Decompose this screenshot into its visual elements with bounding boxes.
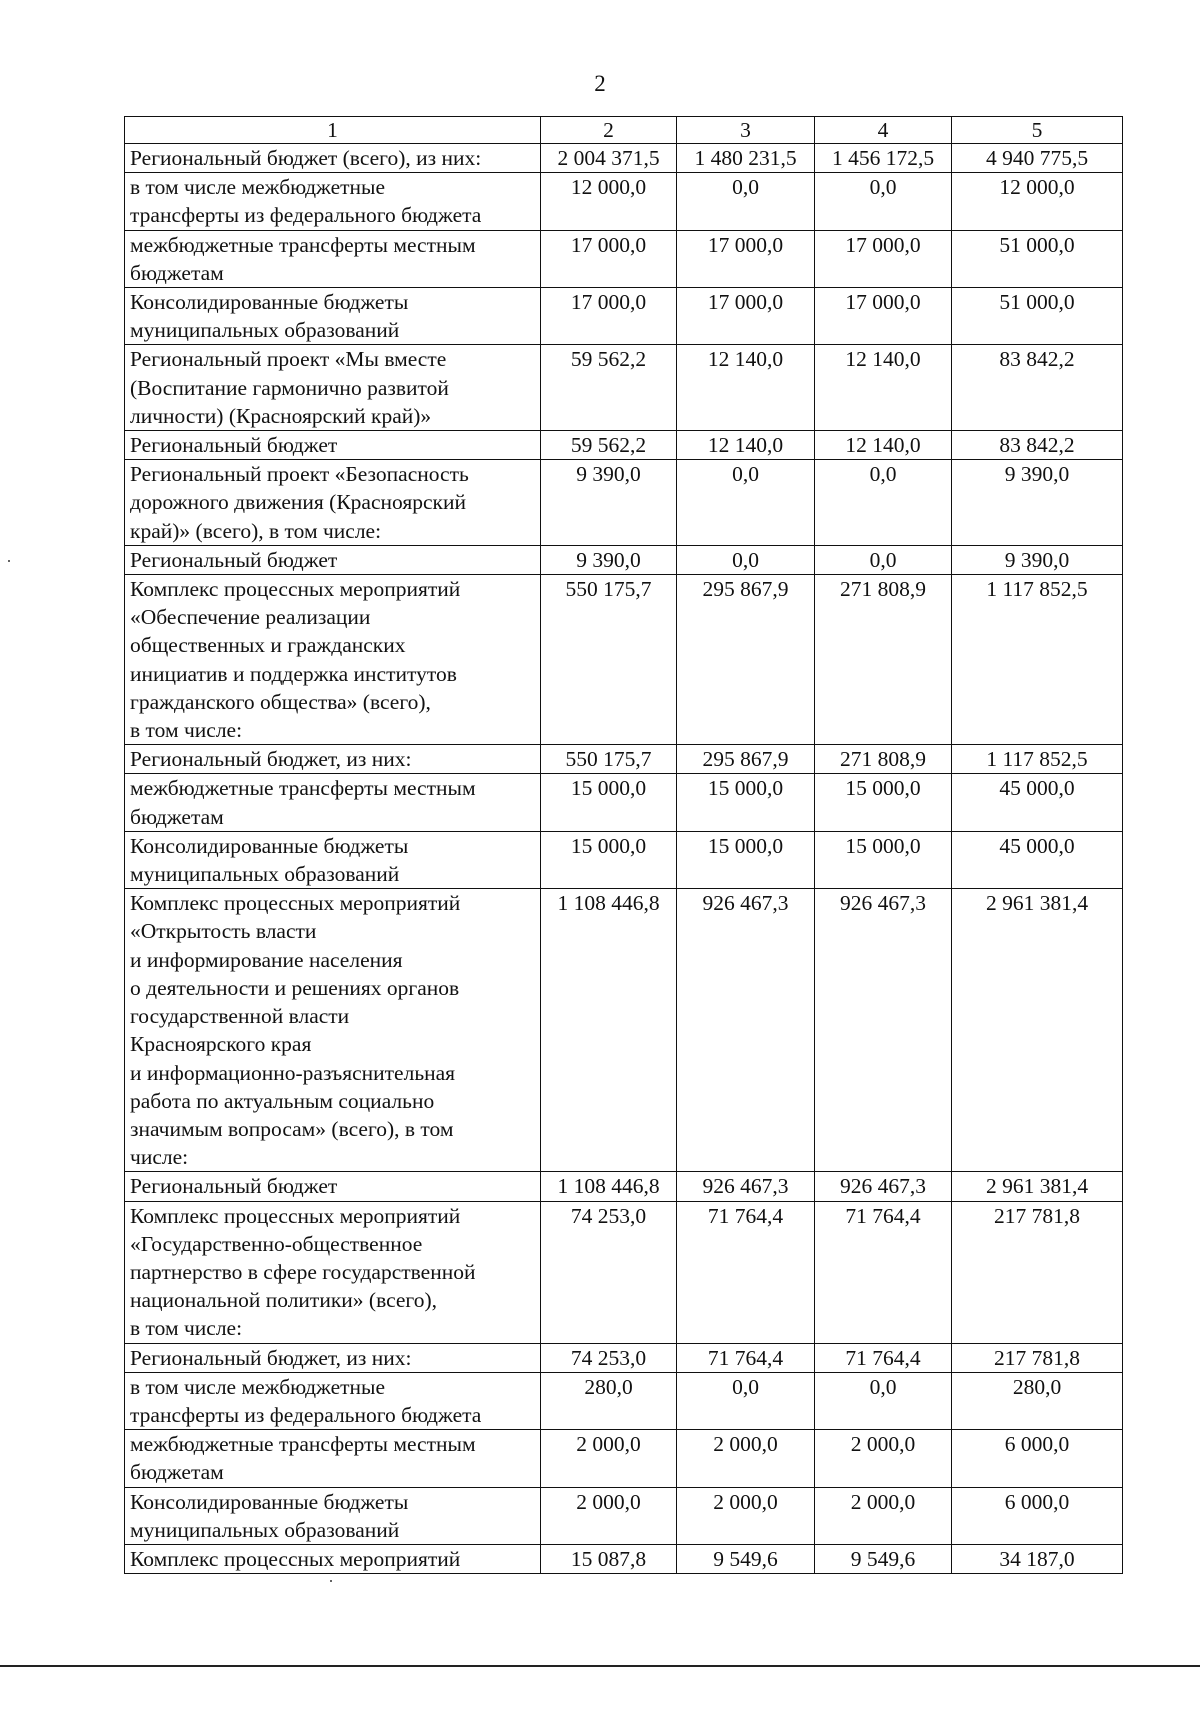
table-row (125, 1544, 1123, 1573)
value-cell-col4: 926 467,3 (815, 889, 952, 1172)
value-cell-col5: 45 000,0 (952, 774, 1123, 831)
value-cell-col3: 12 140,0 (677, 345, 815, 431)
row-label: Комплекс процессных мероприятий «Открытость власти и информирование населения о деятельности и решениях органов государственной власти Красноярского края и информационно-разъяснительная работа по актуальным социально значимым вопросам» (всего), в том числе: (125, 889, 541, 1172)
value-cell-col4: 71 764,4 (815, 1201, 952, 1343)
value-cell-col2: 15 000,0 (541, 831, 677, 888)
value-cell-col3: 1 480 231,5 (677, 144, 815, 173)
header-cell: 3 (677, 117, 815, 144)
value-cell-col3: 12 140,0 (677, 431, 815, 460)
table-row (125, 1172, 1123, 1201)
value-cell-col5: 34 187,0 (952, 1544, 1123, 1573)
table-row (125, 1487, 1123, 1544)
table-row (125, 173, 1123, 230)
value-cell-col3: 15 000,0 (677, 774, 815, 831)
value-cell-col5: 83 842,2 (952, 431, 1123, 460)
row-label: Комплекс процессных мероприятий «Обеспечение реализации общественных и гражданских инициатив и поддержка институтов гражданского общества» (всего), в том числе: (125, 575, 541, 745)
value-cell-col3: 71 764,4 (677, 1201, 815, 1343)
row-label: Региональный бюджет, из них: (125, 1343, 541, 1372)
table-row (125, 144, 1123, 173)
value-cell-col5: 1 117 852,5 (952, 575, 1123, 745)
value-cell-col4: 271 808,9 (815, 745, 952, 774)
row-label: Региональный бюджет (125, 1172, 541, 1201)
value-cell-col3: 926 467,3 (677, 1172, 815, 1201)
value-cell-col4: 0,0 (815, 460, 952, 546)
value-cell-col3: 295 867,9 (677, 575, 815, 745)
table-row (125, 745, 1123, 774)
value-cell-col5: 6 000,0 (952, 1487, 1123, 1544)
value-cell-col3: 17 000,0 (677, 230, 815, 287)
value-cell-col5: 6 000,0 (952, 1430, 1123, 1487)
value-cell-col5: 83 842,2 (952, 345, 1123, 431)
row-label: в том числе межбюджетные трансферты из федерального бюджета (125, 1372, 541, 1429)
value-cell-col5: 51 000,0 (952, 230, 1123, 287)
value-cell-col4: 12 140,0 (815, 345, 952, 431)
header-cell: 5 (952, 117, 1123, 144)
value-cell-col2: 280,0 (541, 1372, 677, 1429)
scan-speck (8, 560, 10, 562)
row-label: Консолидированные бюджеты муниципальных образований (125, 831, 541, 888)
value-cell-col4: 0,0 (815, 545, 952, 574)
value-cell-col2: 9 390,0 (541, 460, 677, 546)
value-cell-col5: 2 961 381,4 (952, 1172, 1123, 1201)
value-cell-col5: 217 781,8 (952, 1201, 1123, 1343)
value-cell-col4: 0,0 (815, 1372, 952, 1429)
value-cell-col5: 1 117 852,5 (952, 745, 1123, 774)
value-cell-col5: 9 390,0 (952, 460, 1123, 546)
row-label: Региональный бюджет (125, 545, 541, 574)
value-cell-col3: 0,0 (677, 1372, 815, 1429)
value-cell-col2: 550 175,7 (541, 745, 677, 774)
table-row (125, 831, 1123, 888)
value-cell-col3: 2 000,0 (677, 1430, 815, 1487)
value-cell-col2: 74 253,0 (541, 1201, 677, 1343)
value-cell-col4: 926 467,3 (815, 1172, 952, 1201)
value-cell-col5: 217 781,8 (952, 1343, 1123, 1372)
value-cell-col4: 17 000,0 (815, 230, 952, 287)
value-cell-col2: 59 562,2 (541, 431, 677, 460)
table-row (125, 288, 1123, 345)
value-cell-col4: 2 000,0 (815, 1487, 952, 1544)
table-row (125, 575, 1123, 745)
value-cell-col4: 2 000,0 (815, 1430, 952, 1487)
value-cell-col2: 15 087,8 (541, 1544, 677, 1573)
row-label: Комплекс процессных мероприятий (125, 1544, 541, 1573)
table-row (125, 1343, 1123, 1372)
value-cell-col4: 15 000,0 (815, 831, 952, 888)
table-row (125, 1372, 1123, 1429)
value-cell-col3: 295 867,9 (677, 745, 815, 774)
value-cell-col3: 0,0 (677, 545, 815, 574)
row-label: Региональный проект «Мы вместе (Воспитание гармонично развитой личности) (Красноярский край)» (125, 345, 541, 431)
value-cell-col5: 9 390,0 (952, 545, 1123, 574)
budget-table-body (125, 117, 1123, 1574)
value-cell-col3: 15 000,0 (677, 831, 815, 888)
value-cell-col3: 926 467,3 (677, 889, 815, 1172)
table-row (125, 545, 1123, 574)
value-cell-col2: 17 000,0 (541, 288, 677, 345)
row-label: Региональный бюджет, из них: (125, 745, 541, 774)
table-row (125, 345, 1123, 431)
row-label: Консолидированные бюджеты муниципальных образований (125, 1487, 541, 1544)
row-label: Региональный бюджет (всего), из них: (125, 144, 541, 173)
header-cell: 4 (815, 117, 952, 144)
row-label: межбюджетные трансферты местным бюджетам (125, 774, 541, 831)
value-cell-col4: 15 000,0 (815, 774, 952, 831)
value-cell-col2: 74 253,0 (541, 1343, 677, 1372)
table-header-row (125, 117, 1123, 144)
value-cell-col2: 15 000,0 (541, 774, 677, 831)
scan-bottom-edge (0, 1665, 1200, 1667)
value-cell-col2: 550 175,7 (541, 575, 677, 745)
table-row (125, 431, 1123, 460)
table-row (125, 774, 1123, 831)
value-cell-col4: 9 549,6 (815, 1544, 952, 1573)
value-cell-col3: 9 549,6 (677, 1544, 815, 1573)
value-cell-col3: 2 000,0 (677, 1487, 815, 1544)
table-row (125, 460, 1123, 546)
value-cell-col5: 280,0 (952, 1372, 1123, 1429)
header-cell: 1 (125, 117, 541, 144)
row-label: Региональный бюджет (125, 431, 541, 460)
value-cell-col4: 71 764,4 (815, 1343, 952, 1372)
value-cell-col2: 9 390,0 (541, 545, 677, 574)
value-cell-col3: 0,0 (677, 460, 815, 546)
value-cell-col2: 12 000,0 (541, 173, 677, 230)
value-cell-col2: 2 000,0 (541, 1487, 677, 1544)
value-cell-col3: 0,0 (677, 173, 815, 230)
table-row (125, 230, 1123, 287)
value-cell-col4: 271 808,9 (815, 575, 952, 745)
table-row (125, 1201, 1123, 1343)
value-cell-col5: 51 000,0 (952, 288, 1123, 345)
value-cell-col2: 1 108 446,8 (541, 1172, 677, 1201)
value-cell-col3: 17 000,0 (677, 288, 815, 345)
value-cell-col2: 17 000,0 (541, 230, 677, 287)
value-cell-col5: 4 940 775,5 (952, 144, 1123, 173)
row-label: в том числе межбюджетные трансферты из федерального бюджета (125, 173, 541, 230)
value-cell-col2: 1 108 446,8 (541, 889, 677, 1172)
value-cell-col4: 17 000,0 (815, 288, 952, 345)
row-label: Консолидированные бюджеты муниципальных образований (125, 288, 541, 345)
page-number: 2 (594, 71, 606, 96)
value-cell-col5: 45 000,0 (952, 831, 1123, 888)
row-label: Комплекс процессных мероприятий «Государственно-общественное партнерство в сфере государственной национальной политики» (всего), в том числе: (125, 1201, 541, 1343)
value-cell-col5: 2 961 381,4 (952, 889, 1123, 1172)
value-cell-col3: 71 764,4 (677, 1343, 815, 1372)
value-cell-col4: 12 140,0 (815, 431, 952, 460)
row-label: Региональный проект «Безопасность дорожного движения (Красноярский край)» (всего), в том числе: (125, 460, 541, 546)
value-cell-col5: 12 000,0 (952, 173, 1123, 230)
budget-table (124, 116, 1123, 1574)
value-cell-col2: 2 004 371,5 (541, 144, 677, 173)
header-cell: 2 (541, 117, 677, 144)
value-cell-col4: 1 456 172,5 (815, 144, 952, 173)
value-cell-col2: 2 000,0 (541, 1430, 677, 1487)
row-label: межбюджетные трансферты местным бюджетам (125, 230, 541, 287)
row-label: межбюджетные трансферты местным бюджетам (125, 1430, 541, 1487)
table-row (125, 1430, 1123, 1487)
scan-speck (330, 1580, 332, 1582)
value-cell-col2: 59 562,2 (541, 345, 677, 431)
value-cell-col4: 0,0 (815, 173, 952, 230)
table-row (125, 889, 1123, 1172)
